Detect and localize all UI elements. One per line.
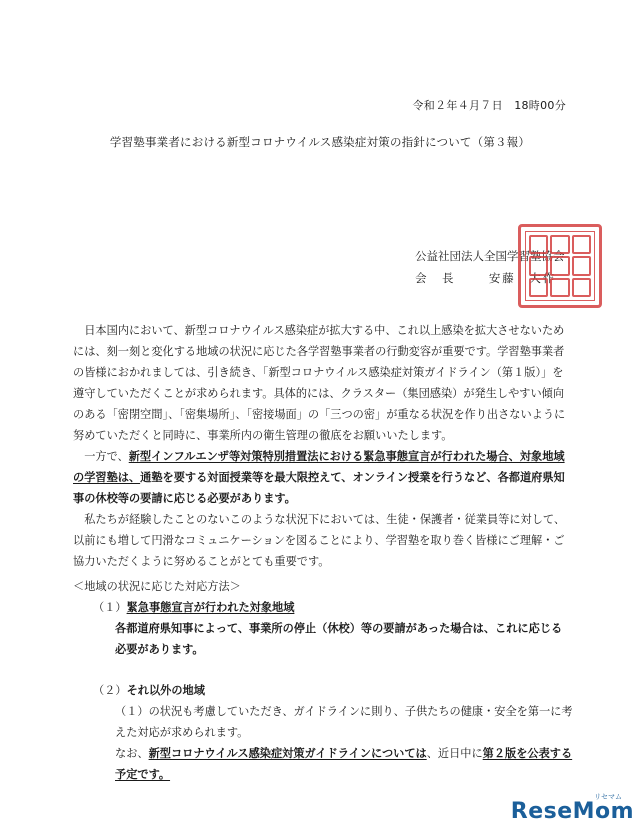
item-1-number: （１） (93, 601, 127, 614)
item-2-title: それ以外の地域 (126, 684, 205, 697)
emphasis-emergency: 新型インフルエンザ等対策特別措置法における緊急事態宣言が行われた場合、対象地域の学習塾は、 (73, 450, 565, 484)
emphasis-guideline: 新型コロナウイルス感染症対策ガイドラインについては (148, 747, 427, 760)
date-line: 令和２年４月７日 18時00分 (412, 99, 566, 112)
item-2-number: （２） (93, 684, 127, 697)
paragraph-intro: 日本国内において、新型コロナウイルス感染症が拡大する中、これ以上感染を拡大させないためには、刻一刻と変化する地域の状況に応じた各学習塾事業者の行動変容が重要です。学習塾事業者の皆様におかれましては、引き続き、「新型コロナウイルス感染症対策ガイドライン（第１版）」を遵守していただくことが求められます。具体的には、クラスター（集団感染）が発生しやすい傾向のある「密閉空間」、「密集場所」、「密接場面」の「三つの密」が重なる状況を作り出さないように努めていただくと同時に、事業所内の衛生管理の徹底をお願いいたします。 (73, 324, 566, 442)
paragraph-communication: 私たちが経験したことのないこのような状況下においては、生徒・保護者・従業員等に対して、以前にも増して円滑なコミュニケーションを図ることにより、学習塾を取り巻く皆様にご理解・ご協力いただくように努めることがとても重要です。 (73, 513, 566, 568)
section-title: ＜地域の状況に応じた対応方法＞ (73, 580, 241, 593)
item-1 (73, 597, 573, 660)
logo-kana: リセマム (594, 793, 622, 801)
organization-name: 公益社団法人全国学習塾協会 (415, 249, 565, 263)
item-2-text: （１）の状況も考慮していただき、ガイドラインに則り、子供たちの健康・安全を第一に考えた対応が求められます。 (115, 705, 573, 739)
paragraph-emergency: 一方で、新型インフルエンザ等対策特別措置法における緊急事態宣言が行われた場合、対象地域の学習塾は、通塾を要する対面授業等を最大限控えて、オンライン授業を行うなど、各都道府県知事の休校等の要請に応じる必要があります。 (73, 450, 565, 505)
document-body (73, 320, 573, 785)
official-seal-stamp (518, 224, 602, 308)
item-1-text: 各都道府県知事によって、事業所の停止（休校）等の要請があった場合は、これに応じる必要があります。 (115, 622, 563, 656)
document-title: 学習塾事業者における新型コロナウイルス感染症対策の指針について（第３報） (109, 135, 531, 149)
logo-text: ReseMom (510, 799, 635, 824)
signer-role: 会 長 (415, 271, 456, 285)
item-2 (73, 680, 573, 785)
signer-name: 安藤 大作 (488, 271, 557, 285)
resemom-watermark-logo (510, 792, 635, 824)
emphasis-online: 通塾を要する対面授業等を最大限控えて、オンライン授業を行うなど、各都道府県知事の休校等の要請に応じる必要があります。 (73, 471, 565, 505)
item-1-title: 緊急事態宣言が行われた対象地域 (126, 601, 295, 614)
item-2-note: なお、新型コロナウイルス感染症対策ガイドラインについては、近日中に第２版を公表する予定です。 (115, 747, 573, 781)
emphasis-second-edition: 第２版を公表する予定です。 (115, 747, 573, 781)
